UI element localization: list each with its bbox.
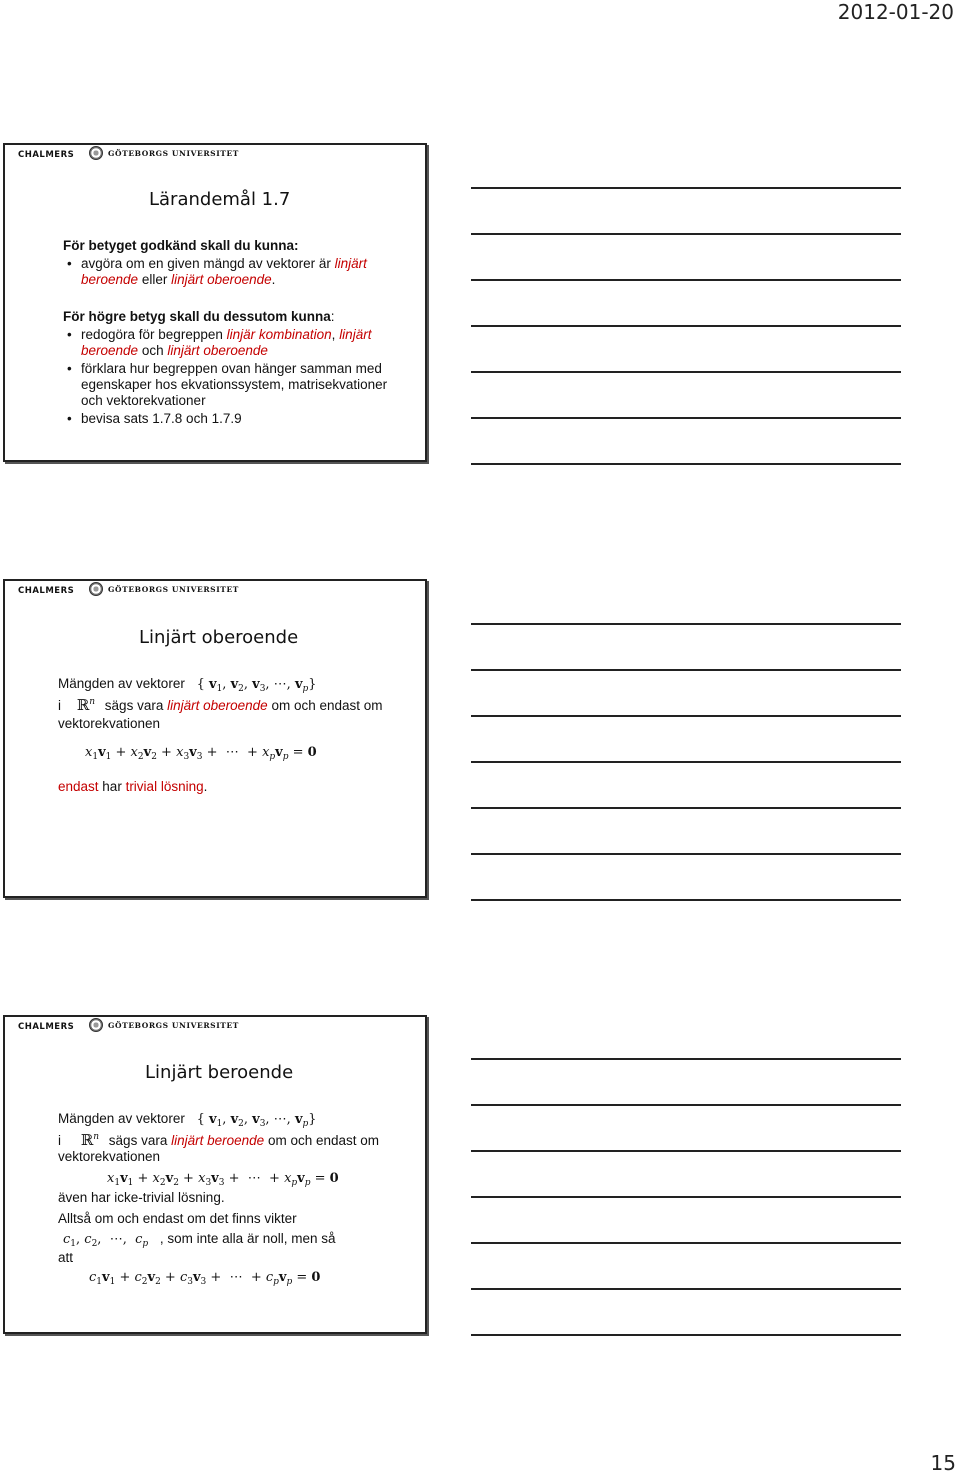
weights-formula: $c_1$, $c_2$, ⋯, $c_p$ <box>63 1232 149 1249</box>
vector-set-formula: { $v_1$, $v_2$, $v_3$, ⋯, $v_p$} <box>196 677 317 694</box>
note-line <box>471 233 901 235</box>
text: sägs vara <box>104 698 164 713</box>
vector-equation-label: vektorekvationen <box>58 716 161 731</box>
notes-lines-slide1 <box>471 187 901 509</box>
text: För högre betyg skall du dessutom kunna <box>63 309 331 324</box>
list-item <box>63 256 405 288</box>
term-highlight: trivial lösning <box>125 779 204 794</box>
vector-set-formula: { $v_1$, $v_2$, $v_3$, ⋯, $v_p$} <box>196 1112 317 1129</box>
university-seal-icon <box>89 1018 103 1032</box>
term-highlight: linjärt oberoende <box>167 343 268 358</box>
text: i <box>58 1133 61 1148</box>
vector-equation-formula: $x_1v_1 + x_2v_2 + x_3v_3$ + ⋯ + $x_pv_p = 0$ <box>107 1171 339 1188</box>
text: Mängden av vektorer <box>58 1111 185 1126</box>
note-line <box>471 715 901 717</box>
page-date: 2012-01-20 <box>837 0 954 24</box>
slide-linear-dependence <box>3 1015 427 1334</box>
definition-line <box>58 1131 379 1149</box>
rn-symbol: ℝ$^n$ <box>80 1131 100 1149</box>
gu-logo-text: GÖTEBORGS UNIVERSITET <box>108 148 239 158</box>
slide-body <box>63 238 405 427</box>
note-line <box>471 761 901 763</box>
weights-line: Alltså om och endast om det finns vikter <box>58 1211 297 1226</box>
text: om och endast om <box>267 1133 379 1148</box>
gu-logo <box>89 1018 239 1032</box>
vector-equation-formula: $x_1v_1 + x_2v_2 + x_3v_3$ + ⋯ + $x_pv_p = 0$ <box>85 745 317 762</box>
note-line <box>471 1288 901 1290</box>
chalmers-logo: CHALMERS <box>18 150 75 160</box>
text: , <box>331 327 340 342</box>
note-line <box>471 807 901 809</box>
list-item: • förklara hur begreppen ovan hänger samman med egenskaper hos ekvationssystem, matrisekvationer och vektorekvationer <box>63 361 405 409</box>
chalmers-logo: CHALMERS <box>18 1022 75 1032</box>
slide-learning-goals <box>3 143 427 462</box>
gu-logo <box>89 146 239 160</box>
that-line: att <box>58 1250 74 1265</box>
weighted-sum-formula: $c_1v_1 + c_2v_2 + c_3v_3$ + ⋯ + $c_pv_p = 0$ <box>89 1270 321 1287</box>
term-highlight: linjärt beroende <box>81 256 367 287</box>
text: avgöra om en given mängd av vektorer är <box>81 256 335 271</box>
note-line <box>471 187 901 189</box>
vector-equation-label: vektorekvationen <box>58 1149 161 1164</box>
bullet-list-higher <box>63 327 405 427</box>
rn-symbol: ℝ$^n$ <box>76 696 96 714</box>
gu-logo <box>89 582 239 596</box>
bullet-list-pass <box>63 256 405 288</box>
note-line <box>471 623 901 625</box>
term-highlight: linjärt beroende <box>171 1133 265 1148</box>
slide-title: Lärandemål 1.7 <box>149 189 291 210</box>
text: om och endast om <box>271 698 383 713</box>
term-highlight: endast <box>58 779 99 794</box>
section-heading-pass: För betyget godkänd skall du kunna: <box>63 238 299 253</box>
text: . <box>271 272 276 287</box>
note-line <box>471 1242 901 1244</box>
slide-header <box>5 145 425 169</box>
text: Mängden av vektorer <box>58 676 185 691</box>
list-item: • bevisa sats 1.7.8 och 1.7.9 <box>63 411 405 427</box>
gu-logo-text: GÖTEBORGS UNIVERSITET <box>108 584 239 594</box>
note-line <box>471 325 901 327</box>
note-line <box>471 899 901 901</box>
nontrivial-solution-line: även har icke-trivial lösning. <box>58 1190 225 1205</box>
set-of-vectors-line <box>58 1111 317 1129</box>
note-line <box>471 1058 901 1060</box>
university-seal-icon <box>89 582 103 596</box>
weights-formula-line <box>58 1231 336 1249</box>
term-highlight: linjärt beroende <box>81 327 372 358</box>
page-number: 15 <box>930 1451 956 1475</box>
set-of-vectors-line <box>58 676 317 694</box>
university-seal-icon <box>89 146 103 160</box>
note-line <box>471 417 901 419</box>
note-line <box>471 1196 901 1198</box>
notes-lines-slide3 <box>471 1058 901 1380</box>
text: har <box>98 779 126 794</box>
term-highlight: linjär kombination <box>226 327 332 342</box>
section-heading-higher <box>63 309 405 325</box>
text: i <box>58 698 61 713</box>
slide-linear-independence <box>3 579 427 898</box>
term-highlight: linjärt oberoende <box>167 698 268 713</box>
term-highlight: linjärt oberoende <box>171 272 272 287</box>
note-line <box>471 463 901 465</box>
list-item <box>63 327 405 359</box>
chalmers-logo: CHALMERS <box>18 586 75 596</box>
slide-title: Linjärt beroende <box>145 1062 294 1083</box>
note-line <box>471 1334 901 1336</box>
text: och <box>138 343 168 358</box>
text: redogöra för begreppen <box>81 327 227 342</box>
definition-line <box>58 696 383 714</box>
note-line <box>471 669 901 671</box>
slide-title: Linjärt oberoende <box>139 627 299 648</box>
note-line <box>471 853 901 855</box>
slide-header <box>5 581 425 605</box>
text: eller <box>138 272 172 287</box>
note-line <box>471 1104 901 1106</box>
note-line <box>471 1150 901 1152</box>
slide-header <box>5 1017 425 1041</box>
text: sägs vara <box>108 1133 168 1148</box>
text: . <box>203 779 208 794</box>
trivial-solution-line <box>58 779 207 794</box>
note-line <box>471 279 901 281</box>
notes-lines-slide2 <box>471 623 901 945</box>
text: : <box>330 309 335 324</box>
gu-logo-text: GÖTEBORGS UNIVERSITET <box>108 1020 239 1030</box>
note-line <box>471 371 901 373</box>
text: , som inte alla är noll, men så <box>159 1231 336 1246</box>
